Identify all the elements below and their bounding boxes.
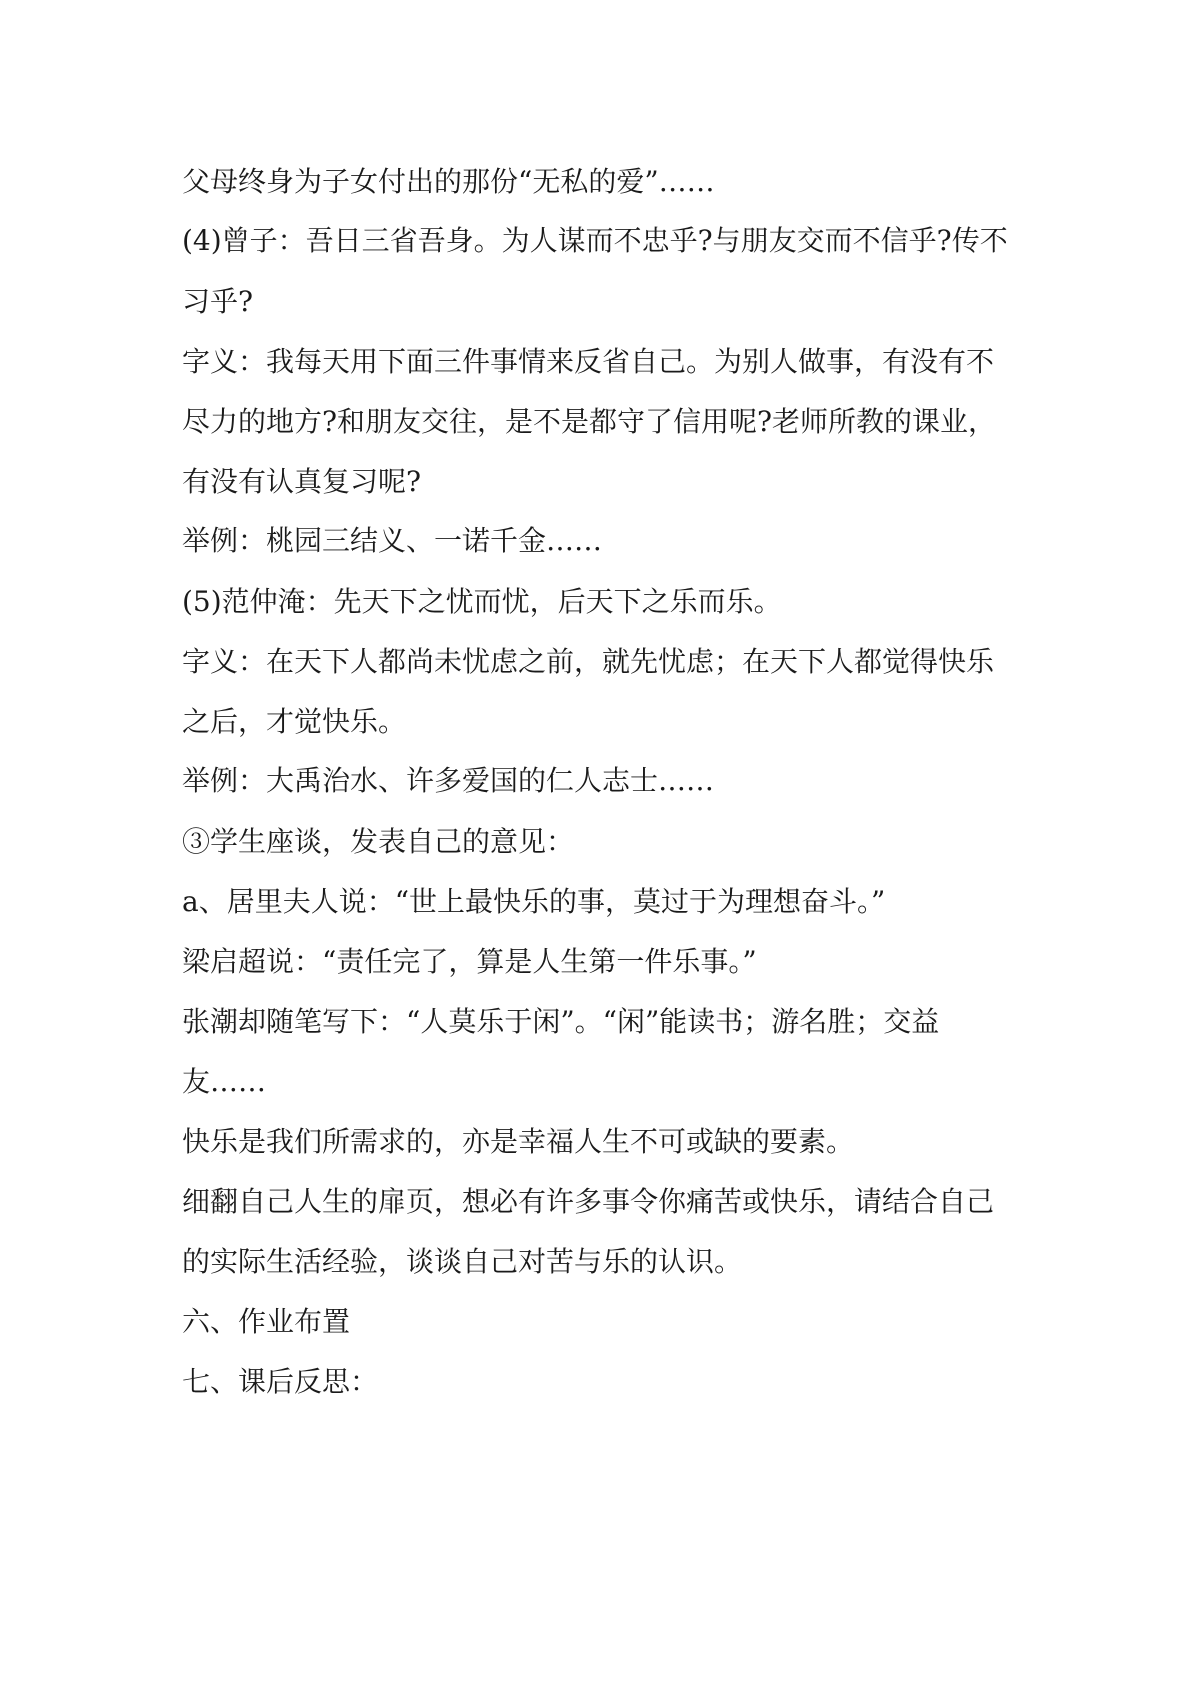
text-line: 梁启超说：“责任完了，算是人生第一件乐事。”: [182, 945, 757, 978]
text-line: 细翻自己人生的扉页，想必有许多事令你痛苦或快乐，请结合自己: [182, 1185, 995, 1218]
text-line: 父母终身为子女付出的那份“无私的爱”……: [182, 165, 715, 198]
text-line: 字义：在天下人都尚未忧虑之前，就先忧虑；在天下人都觉得快乐: [182, 645, 995, 678]
text-line: 张潮却随笔写下：“人莫乐于闲”。“闲”能读书；游名胜；交益: [182, 1005, 940, 1038]
text-line: (4)曾子：吾日三省吾身。为人谋而不忠乎?与朋友交而不信乎?传不: [182, 224, 1008, 257]
text-line: 的实际生活经验，谈谈自己对苦与乐的认识。: [182, 1245, 743, 1278]
text-line: 举例：大禹治水、许多爱国的仁人志士……: [182, 764, 715, 797]
text-line: 字义：我每天用下面三件事情来反省自己。为别人做事，有没有不: [182, 345, 995, 378]
section-heading: 六、作业布置: [182, 1305, 351, 1338]
section-heading: 七、课后反思：: [182, 1365, 379, 1398]
text-line: 有没有认真复习呢?: [182, 465, 422, 498]
text-line: 之后，才觉快乐。: [182, 705, 407, 738]
text-line: 习乎?: [182, 285, 254, 318]
text-line: a、居里夫人说：“世上最快乐的事，莫过于为理想奋斗。”: [182, 885, 886, 918]
text-line: 友……: [182, 1065, 267, 1098]
text-line: 举例：桃园三结义、一诺千金……: [182, 524, 603, 557]
text-line: (5)范仲淹：先天下之忧而忧，后天下之乐而乐。: [182, 585, 782, 618]
text-line: 尽力的地方?和朋友交往，是不是都守了信用呢?老师所教的课业，: [182, 405, 997, 438]
text-line: 快乐是我们所需求的，亦是幸福人生不可或缺的要素。: [182, 1125, 855, 1158]
text-line: ③学生座谈，发表自己的意见：: [182, 825, 575, 858]
